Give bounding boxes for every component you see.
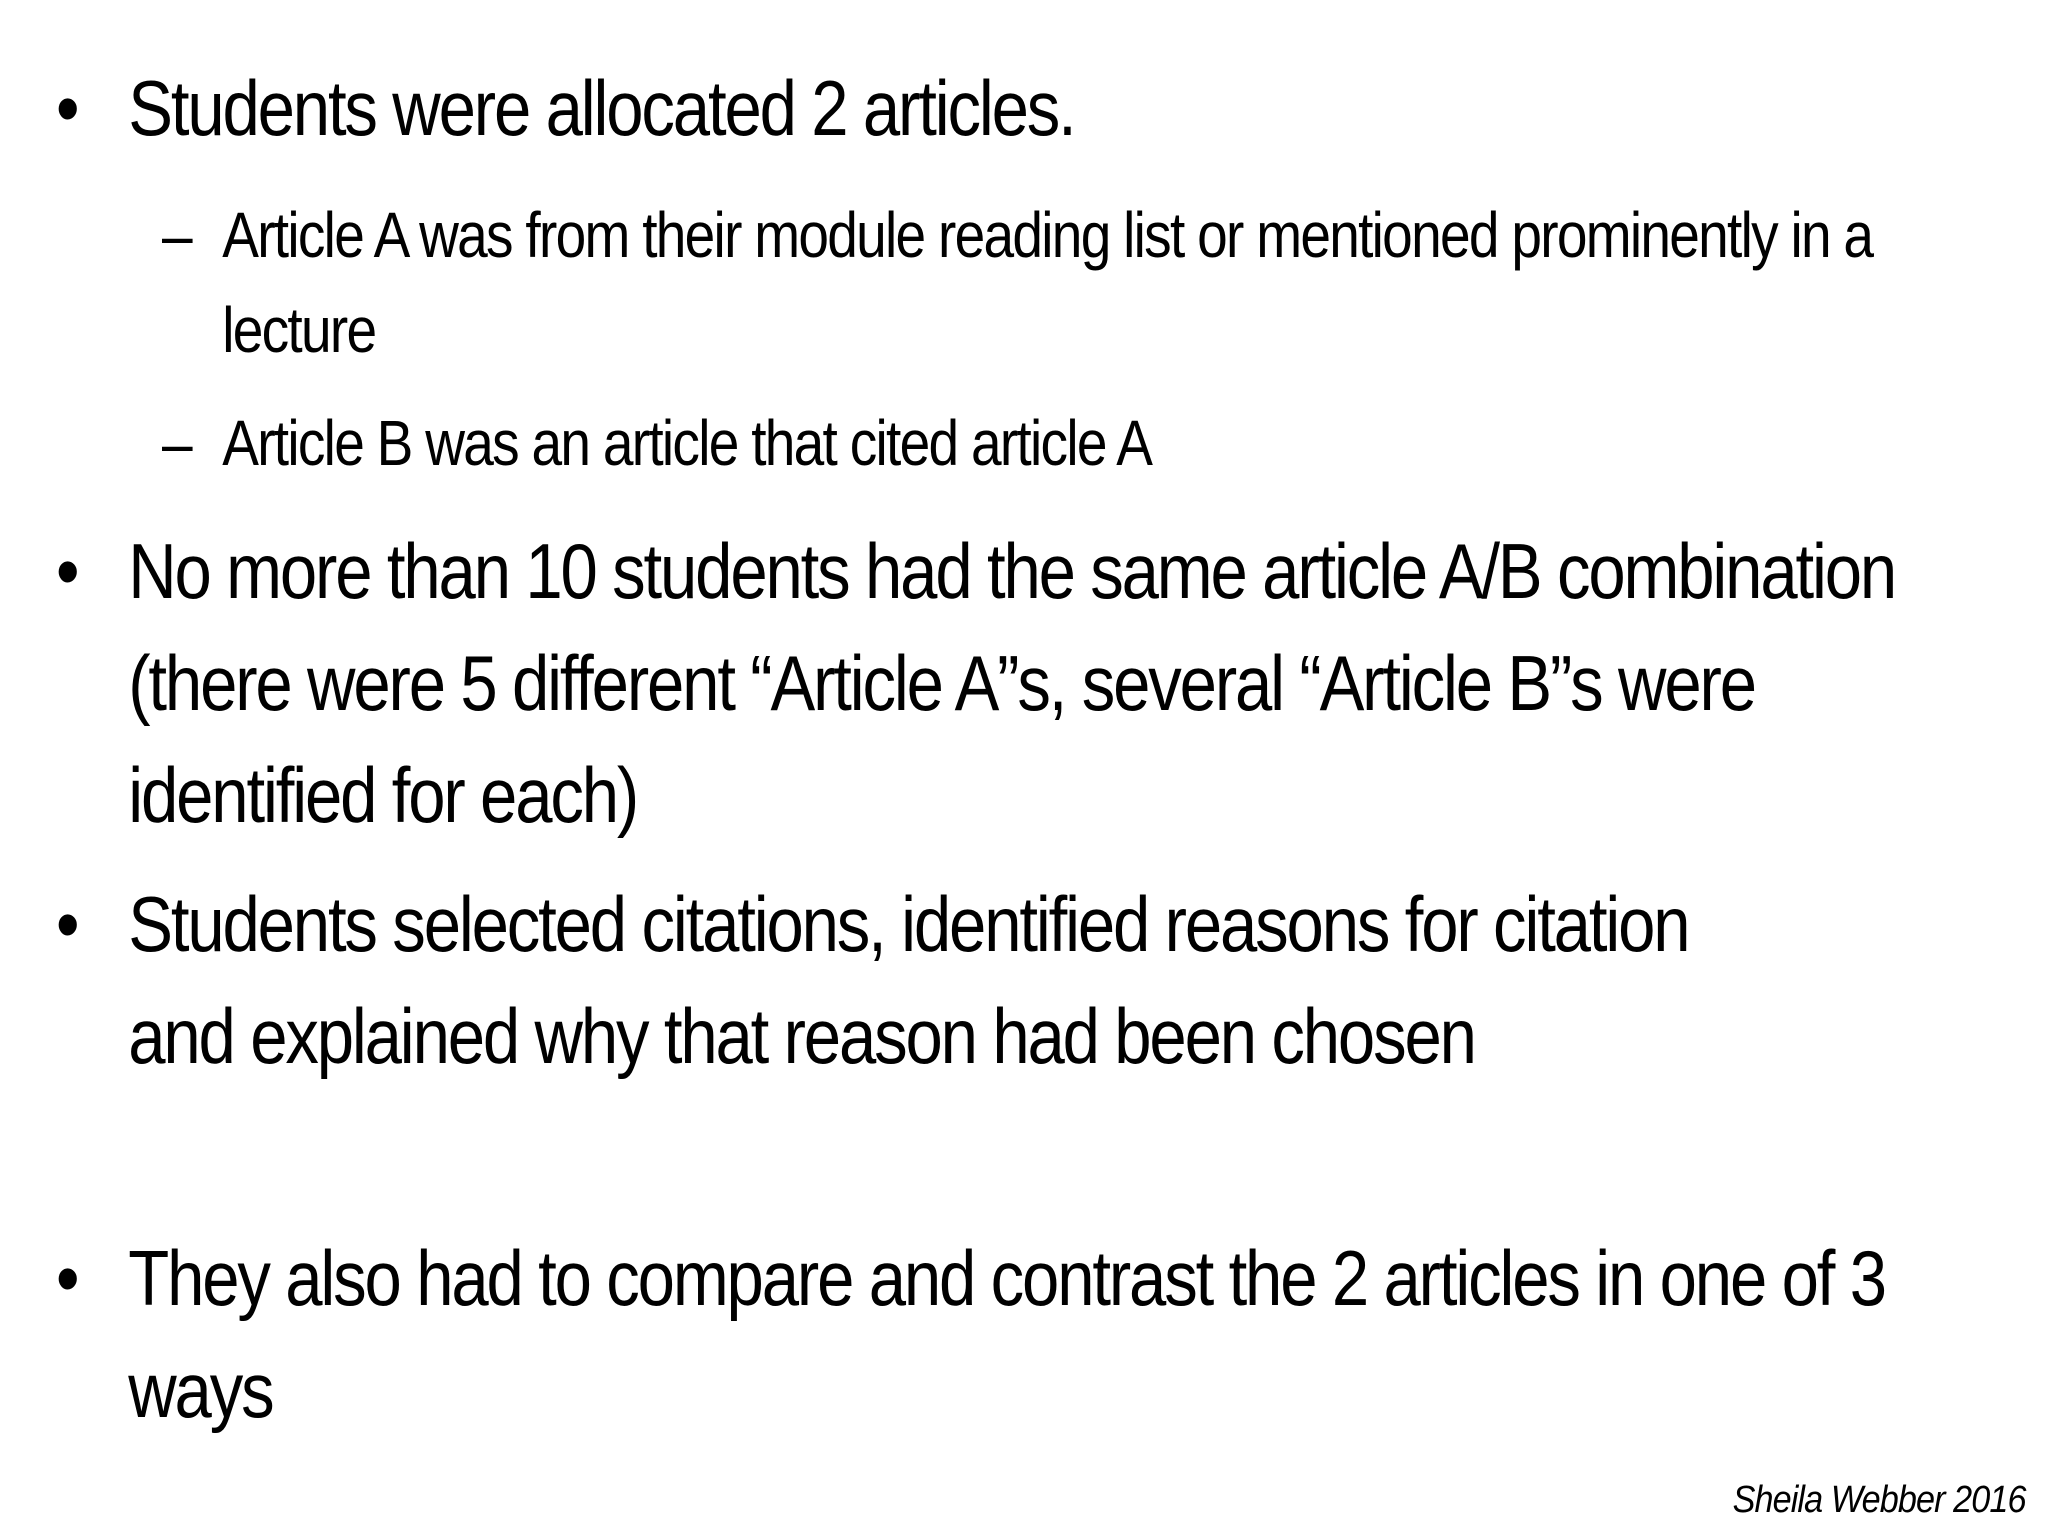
bullet-glyph: • bbox=[56, 64, 78, 152]
bullet-label-4: They also had to compare and contrast the 2 articles in one of 3 ways bbox=[128, 1234, 1885, 1434]
bullet-glyph: • bbox=[56, 527, 78, 615]
sub-item-2 bbox=[162, 396, 1882, 491]
sub-glyph: – bbox=[162, 199, 191, 271]
bullet-item-1 bbox=[56, 52, 2048, 164]
bullet-label-3: Students selected citations, identified reasons for citation and explained why that reason had been chosen bbox=[128, 880, 1689, 1080]
author-credit: Sheila Webber 2016 bbox=[1732, 1479, 2026, 1521]
sub-item-1 bbox=[162, 188, 1882, 378]
sub-label-1: Article A was from their module reading list or mentioned prominently in a lecture bbox=[222, 199, 1873, 366]
bullet-label-2: No more than 10 students had the same article A/B combination (there were 5 different “Article A”s, several “Article B”s were identified for each) bbox=[128, 527, 1896, 839]
bullet-glyph: • bbox=[56, 880, 78, 968]
sub-text-1 bbox=[162, 188, 1942, 378]
bullet-text-1 bbox=[56, 52, 1977, 164]
bullet-text-2 bbox=[56, 515, 1977, 851]
sub-text-2 bbox=[162, 396, 1985, 491]
bullet-label-1: Students were allocated 2 articles. bbox=[128, 64, 1075, 152]
sub-glyph: – bbox=[162, 407, 191, 479]
sub-label-2: Article B was an article that cited article A bbox=[222, 407, 1152, 479]
bullet-item-4 bbox=[56, 1222, 2048, 1446]
bullet-item-3 bbox=[56, 868, 2048, 1092]
bullet-glyph: • bbox=[56, 1234, 78, 1322]
bullet-text-4 bbox=[56, 1222, 1977, 1446]
bullet-text-3 bbox=[56, 868, 1977, 1092]
bullet-item-2 bbox=[56, 515, 2048, 851]
